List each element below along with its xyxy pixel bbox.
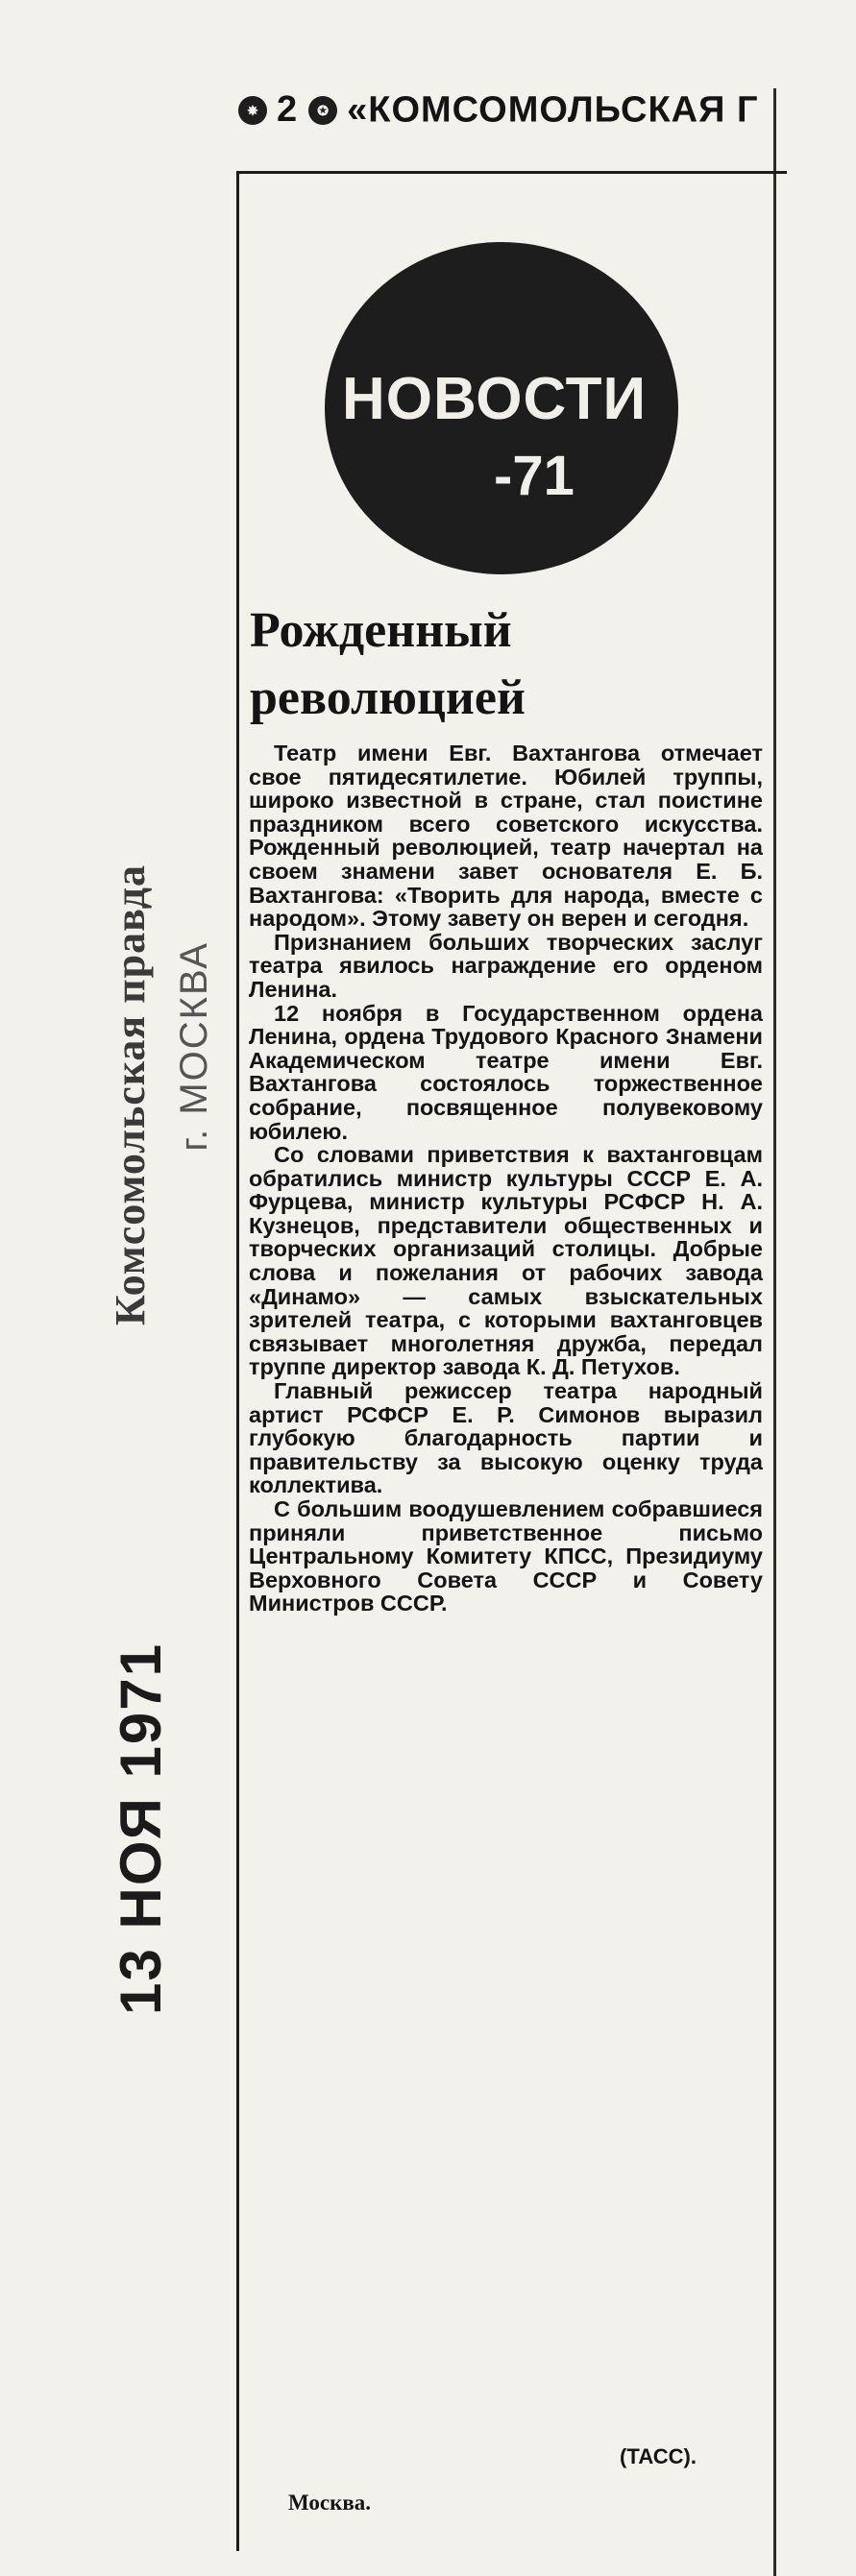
article-body xyxy=(249,741,763,1616)
paragraph: Признанием больших творческих заслуг театра явилось награждение его орденом Ленина. xyxy=(249,929,763,1002)
paragraph: Театр имени Евг. Вахтангова отмечает свое пятидесятилетие. Юбилей труппы, широко известной в стране, стал поистине праздником всего советского искусства. Рожденный революцией, театр начертал на своем знамени завет основателя Е. Б. Вахтангова: «Творить для народа, вместе с народом». Этому завету он верен и сегодня. xyxy=(249,741,763,932)
paragraph: Главный режиссер театра народный артист РСФСР Е. Р. Симонов выразил глубокую благодарность партии и правительству за высокую оценку труда коллектива. xyxy=(249,1378,763,1498)
newspaper-header xyxy=(238,88,856,150)
article-title xyxy=(250,597,769,732)
emblem-icon: ✸ xyxy=(238,96,267,125)
title-line-1: Рожденный xyxy=(250,603,512,658)
page-number: 2 xyxy=(277,89,298,131)
title-line-2: революцией xyxy=(250,670,526,725)
news-agency-credit: (ТАСС). xyxy=(620,2444,697,2468)
newspaper-name: «КОМСОМОЛЬСКАЯ Г xyxy=(347,89,759,131)
archive-stamp-city: г. МОСКВА xyxy=(173,941,215,1152)
archive-stamp-paper: Комсомольская правда xyxy=(107,864,154,1326)
logo-year: -71 xyxy=(494,445,575,507)
logo-word: НОВОСТИ xyxy=(342,366,648,432)
dateline: Москва. xyxy=(288,2491,372,2515)
paragraph: С большим воодушевлением собравшиеся приняли приветственное письмо Центральному Комитету КПСС, Президиуму Верховного Совета СССР и Совету Министров СССР. xyxy=(249,1496,763,1616)
archive-stamp-date: 13 НОЯ 1971 xyxy=(109,1642,173,2015)
order-emblem-icon: ✪ xyxy=(308,96,337,125)
paragraph: 12 ноября в Государственном ордена Ленина, ордена Трудового Красного Знамени Академическом театре имени Евг. Вахтангова состоялось торжественное собрание, посвященное полувековому юбилею. xyxy=(249,1000,763,1144)
news-71-logo xyxy=(325,242,678,574)
paragraph: Со словами приветствия к вахтанговцам обратились министр культуры СССР Е. А. Фурцева, министр культуры РСФСР Н. А. Кузнецов, представители общественных и творческих организаций столицы. Добрые слова и пожелания от рабочих завода «Динамо» — самых взыскательных зрителей театра, с которыми вахтанговцев связывает многолетняя дружба, передал труппе директор завода К. Д. Петухов. xyxy=(249,1142,763,1380)
